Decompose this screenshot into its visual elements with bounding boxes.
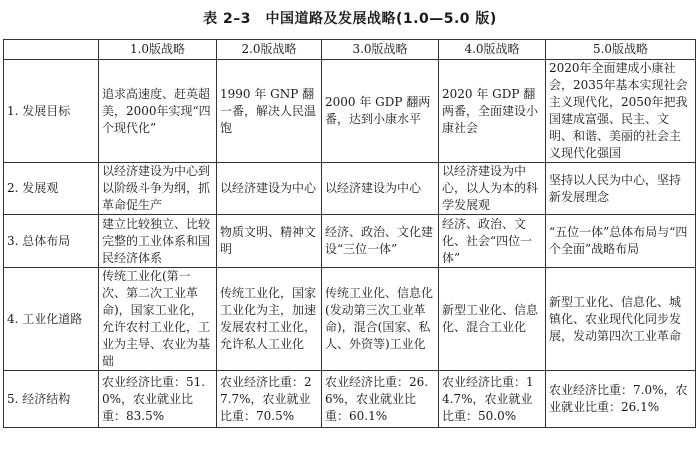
table-row <box>4 163 696 215</box>
table-cell: 新型工业化、信息化、城镇化、农业现代化同步发展，发动第四次工业革命 <box>546 268 696 371</box>
table-cell: “五位一体”总体布局与“四个全面”战略布局 <box>546 215 696 268</box>
table-cell: 以经济建设为中心到以阶级斗争为纲，抓革命促生产 <box>99 163 217 215</box>
row-label: 2. 发展观 <box>4 163 99 215</box>
row-label: 3. 总体布局 <box>4 215 99 268</box>
table-cell: 经济、政治、文化建设“三位一体” <box>322 215 439 268</box>
row-label: 5. 经济结构 <box>4 371 99 428</box>
table-cell: 农业经济比重：26.6%，农业就业比重：60.1% <box>322 371 439 428</box>
table-title: 表 2–3 中国道路及发展战略(1.0—5.0 版) <box>203 11 497 27</box>
table-cell: 农业经济比重：7.0%，农业就业比重：26.1% <box>546 371 696 428</box>
table-cell: 以经济建设为中心 <box>217 163 322 215</box>
table-row <box>4 268 696 371</box>
table-cell: 传统工业化，国家工业化为主，加速发展农村工业化，允许私人工业化 <box>217 268 322 371</box>
header-cell-corner <box>4 40 99 60</box>
table-row <box>4 60 696 163</box>
table-cell: 2020 年 GDP 翻两番，全面建设小康社会 <box>439 60 546 163</box>
row-label: 1. 发展目标 <box>4 60 99 163</box>
table-cell: 建立比较独立、比较完整的工业体系和国民经济体系 <box>99 215 217 268</box>
table-cell: 农业经济比重：27.7%，农业就业比重：70.5% <box>217 371 322 428</box>
table-cell: 新型工业化、信息化、混合工业化 <box>439 268 546 371</box>
header-cell-v5: 5.0版战略 <box>546 40 696 60</box>
strategy-table <box>3 39 696 428</box>
table-cell: 以经济建设为中心 <box>322 163 439 215</box>
table-cell: 追求高速度、赶英超美，2000年实现“四个现代化” <box>99 60 217 163</box>
table-cell: 2000 年 GDP 翻两番，达到小康水平 <box>322 60 439 163</box>
table-cell: 传统工业化(第一次、第二次工业革命)，国家工业化，允许农村工业化，工业为主导、农业为基础 <box>99 268 217 371</box>
table-row <box>4 371 696 428</box>
header-cell-v1: 1.0版战略 <box>99 40 217 60</box>
table-cell: 传统工业化、信息化(发动第三次工业革命)，混合(国家、私人、外资等)工业化 <box>322 268 439 371</box>
table-cell: 2020年全面建成小康社会，2035年基本实现社会主义现代化，2050年把我国建成富强、民主、文明、和谐、美丽的社会主义现代化强国 <box>546 60 696 163</box>
table-cell: 农业经济比重：14.7%，农业就业比重：50.0% <box>439 371 546 428</box>
header-row <box>4 40 696 60</box>
table-cell: 1990 年 GNP 翻一番，解决人民温饱 <box>217 60 322 163</box>
header-cell-v2: 2.0版战略 <box>217 40 322 60</box>
table-cell: 经济、政治、文化、社会“四位一体” <box>439 215 546 268</box>
table-cell: 农业经济比重：51.0%，农业就业比重：83.5% <box>99 371 217 428</box>
table-cell: 坚持以人民为中心，坚持新发展理念 <box>546 163 696 215</box>
header-cell-v4: 4.0版战略 <box>439 40 546 60</box>
table-cell: 物质文明、精神文明 <box>217 215 322 268</box>
table-cell: 以经济建设为中心，以人为本的科学发展观 <box>439 163 546 215</box>
row-label: 4. 工业化道路 <box>4 268 99 371</box>
header-cell-v3: 3.0版战略 <box>322 40 439 60</box>
table-row <box>4 215 696 268</box>
